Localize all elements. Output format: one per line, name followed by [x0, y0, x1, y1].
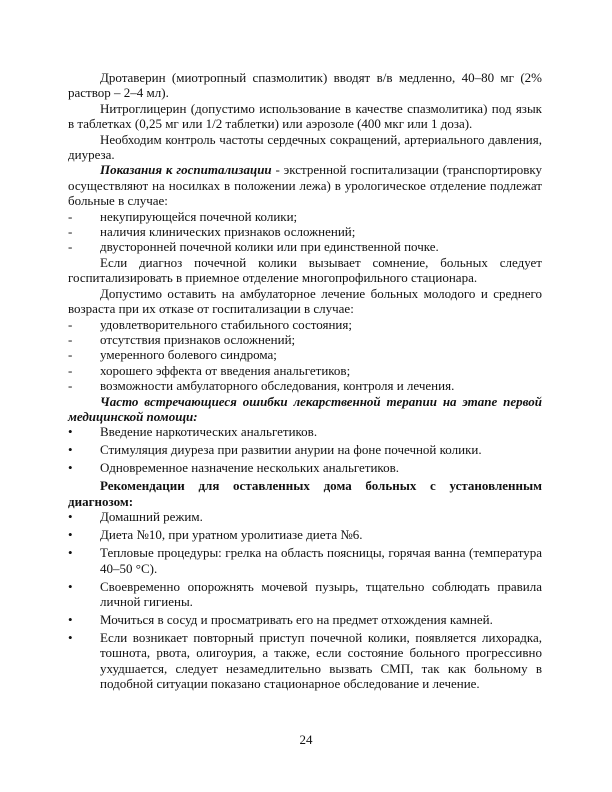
page-number: 24: [299, 732, 313, 747]
bullet-marker: •: [68, 611, 73, 627]
paragraph-hospitalization: [68, 162, 542, 208]
bullet-marker: •: [68, 545, 73, 561]
heading-home-recommendations: Рекомендации для оставленных дома больных с установленным диагнозом:: [68, 478, 542, 509]
bullet-marker: •: [68, 424, 73, 440]
bullet-marker: •: [68, 578, 73, 594]
list-item: [68, 209, 542, 224]
bullet-marker: •: [68, 442, 73, 458]
dash-marker: -: [68, 347, 73, 363]
heading-common-errors: Часто встречающиеся ошибки лекарственной терапии на этапе первой медицинской помощи:: [68, 393, 542, 424]
paragraph-monitoring: Необходим контроль частоты сердечных сокращений, артериального давления, диуреза.: [68, 131, 542, 163]
common-errors-list: [68, 424, 542, 475]
list-item-text: Если возникает повторный приступ почечной колики, появляется лихорадка, тошнота, рвота, олигоурия, а также, если состояние больного прогрессивно ухудшается, следует незамедлительно вызвать СМП, так как больному в подобной ситуации показано стационарное обследование и лечение.: [100, 629, 542, 692]
list-item: [68, 509, 542, 524]
list-item: [68, 545, 542, 576]
dash-marker: -: [68, 331, 73, 347]
list-item: [68, 579, 542, 610]
paragraph-nitroglycerin: Нитроглицерин (допустимо использование в качестве спазмолитика) под язык в таблетках (0,25 мг или 1/2 таблетки) или аэрозоле (400 мкг или 1 доза).: [68, 100, 542, 132]
list-item-text: отсутствия признаков осложнений;: [100, 331, 296, 347]
list-item-text: Тепловые процедуры: грелка на область поясницы, горячая ванна (температура 40–50 °С).: [100, 545, 542, 576]
hospitalization-criteria-list: [68, 209, 542, 255]
list-item: [68, 378, 542, 393]
list-item-text: Домашний режим.: [100, 509, 203, 525]
list-item: [68, 224, 542, 239]
list-item-text: Диета №10, при уратном уролитиазе диета №6.: [100, 527, 363, 543]
list-item-text: Одновременное назначение нескольких анальгетиков.: [100, 460, 399, 476]
list-item: [68, 527, 542, 542]
list-item: [68, 460, 542, 475]
list-item-text: некупирующейся почечной колики;: [100, 208, 298, 224]
list-item: [68, 630, 542, 692]
list-item-text: умеренного болевого синдрома;: [100, 347, 277, 363]
outpatient-criteria-list: [68, 317, 542, 394]
paragraph-drotaverine: Дротаверин (миотропный спазмолитик) вводят в/в медленно, 40–80 мг (2% раствор – 2–4 мл).: [68, 70, 542, 101]
list-item: [68, 442, 542, 457]
paragraph-doubtful-diagnosis: Если диагноз почечной колики вызывает сомнение, больных следует госпитализировать в приемное отделение многопрофильного стационара.: [68, 254, 542, 286]
dash-marker: -: [68, 239, 73, 255]
list-item: [68, 347, 542, 362]
hospitalization-lead: Показания к госпитализации: [100, 162, 272, 178]
list-item: [68, 239, 542, 254]
dash-marker: -: [68, 378, 73, 394]
list-item-text: Своевременно опорожнять мочевой пузырь, тщательно соблюдать правила личной гигиены.: [100, 578, 542, 609]
dash-marker: -: [68, 362, 73, 378]
list-item: [68, 424, 542, 439]
paragraph-outpatient: Допустимо оставить на амбулаторное лечение больных молодого и среднего возраста при их отказе от госпитализации в случае:: [68, 285, 542, 317]
list-item: [68, 363, 542, 378]
list-item-text: возможности амбулаторного обследования, контроля и лечения.: [100, 378, 455, 394]
list-item-text: двусторонней почечной колики или при единственной почке.: [100, 239, 439, 255]
home-recommendations-list: [68, 509, 542, 691]
bullet-marker: •: [68, 509, 73, 525]
list-item: [68, 332, 542, 347]
list-item-text: Стимуляция диуреза при развитии анурии на фоне почечной колики.: [100, 442, 482, 458]
dash-marker: -: [68, 316, 73, 332]
list-item: [68, 317, 542, 332]
bullet-marker: •: [68, 527, 73, 543]
list-item-text: наличия клинических признаков осложнений;: [100, 224, 356, 240]
document-page: [68, 70, 542, 694]
bullet-marker: •: [68, 629, 73, 645]
hospitalization-text: - экстренной госпитализации (транспортировку осуществляют на носилках в положении лежа) в урологическое отделение подлежат больные в случае:: [68, 162, 542, 209]
bullet-marker: •: [68, 460, 73, 476]
list-item-text: Мочиться в сосуд и просматривать его на предмет отхождения камней.: [100, 611, 493, 627]
list-item-text: хорошего эффекта от введения анальгетиков;: [100, 362, 351, 378]
list-item-text: Введение наркотических анальгетиков.: [100, 424, 318, 440]
list-item-text: удовлетворительного стабильного состояния;: [100, 316, 352, 332]
dash-marker: -: [68, 208, 73, 224]
dash-marker: -: [68, 224, 73, 240]
list-item: [68, 612, 542, 627]
